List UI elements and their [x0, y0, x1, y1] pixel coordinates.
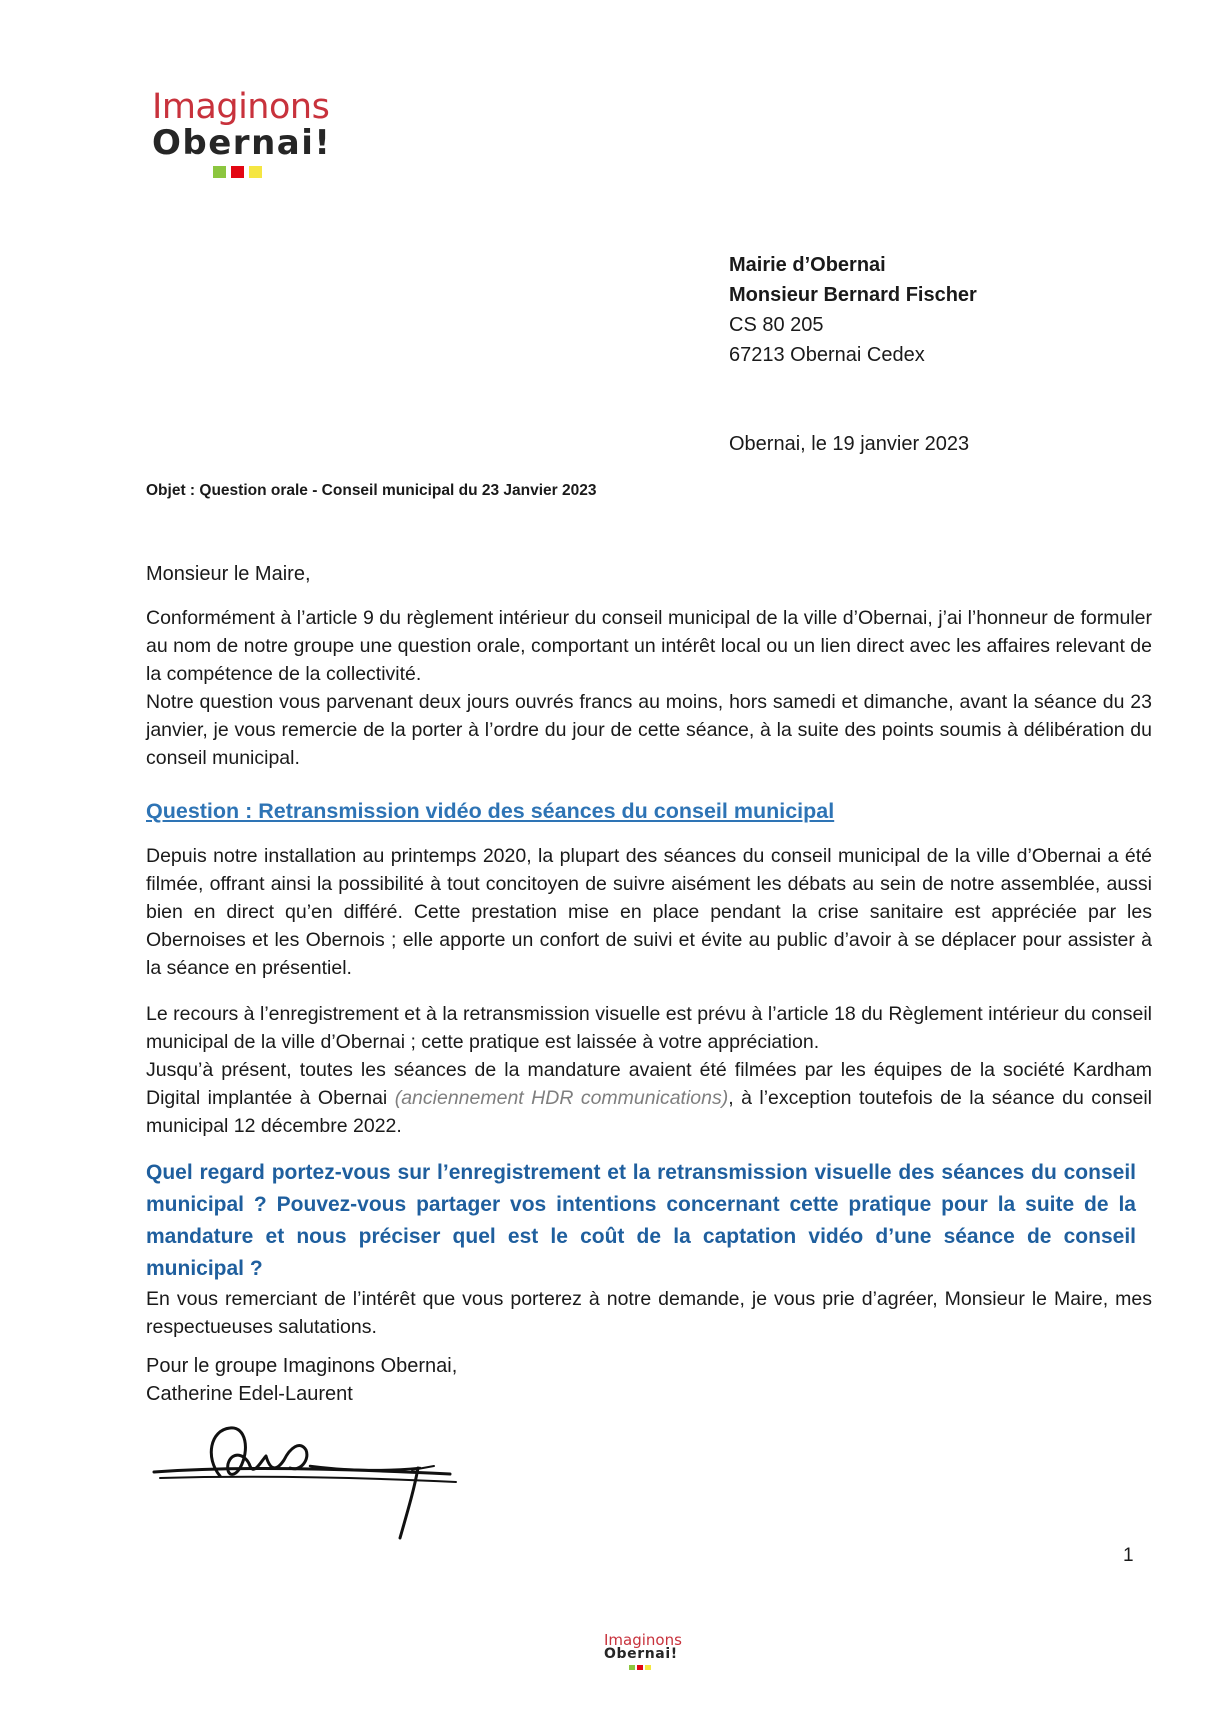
question-title: Question : Retransmission vidéo des séances du conseil municipal: [146, 799, 835, 823]
question-text: Quel regard portez-vous sur l’enregistrement et la retransmission visuelle des séances du conseil municipal ? Pouvez-vous partager vos intentions concernant cette pratique pour la suite de la mandature et nous préciser quel est le coût de la captation vidéo d’une séance de conseil municipal ?: [146, 1161, 1136, 1280]
history-text-italic: (anciennement HDR communications): [394, 1087, 729, 1109]
recipient-person: Monsieur Bernard Fischer: [729, 284, 977, 306]
recipient-name: Mairie d’Obernai: [729, 254, 886, 276]
signoff-name: Catherine Edel-Laurent: [146, 1383, 353, 1405]
footer-logo-line1: Imaginons: [604, 1631, 682, 1649]
logo: [150, 88, 340, 184]
page-number: 1: [1123, 1545, 1134, 1566]
paragraph-rule: Le recours à l’enregistrement et à la retransmission visuelle est prévu à l’article 18 du Règlement intérieur du conseil municipal de la ville d’Obernai ; cette pratique est laissée à votre appréciation.: [146, 1003, 1152, 1053]
footer-logo-line2: Obernai!: [604, 1646, 678, 1662]
logo-square-red: [231, 166, 244, 178]
logo-square-green: [213, 166, 226, 178]
history-text-b: , à l’exception toutefois de la séance du conseil municipal 12 décembre 2022.: [146, 1087, 1152, 1137]
paragraph-request: Notre question vous parvenant deux jours ouvrés francs au moins, hors samedi et dimanche, avant la séance du 23 janvier, je vous remercie de la porter à l’ordre du jour de cette séance, à la suite des points soumis à délibération du conseil municipal.: [146, 691, 1152, 769]
history-text-a: Jusqu’à présent, toutes les séances de la mandature avaient été filmées par les équipes de la société Kardham Digital implantée à Obernai: [146, 1059, 1152, 1109]
paragraph-closing: En vous remerciant de l’intérêt que vous porterez à notre demande, je vous prie d’agréer, Monsieur le Maire, mes respectueuses salutations.: [146, 1288, 1152, 1338]
footer-logo-square-yellow: [645, 1665, 651, 1670]
salutation: Monsieur le Maire,: [146, 563, 311, 585]
logo-line2: Obernai!: [152, 123, 332, 163]
footer-logo-square-green: [629, 1665, 635, 1670]
date-line: Obernai, le 19 janvier 2023: [729, 433, 970, 455]
paragraph-context: Depuis notre installation au printemps 2020, la plupart des séances du conseil municipal de la ville d’Obernai a été filmée, offrant ainsi la possibilité à tout concitoyen de suivre aisément les débats au sein de notre assemblée, aussi bien en direct qu’en différé. Cette prestation mise en place pendant la crise sanitaire est appréciée par les Obernoises et les Obernois ; elle apporte un confort de suivi et évite au public d’avoir à se déplacer pour assister à la séance en présentiel.: [146, 845, 1152, 979]
recipient-city: 67213 Obernai Cedex: [729, 344, 925, 366]
paragraph-intro: Conformément à l’article 9 du règlement intérieur du conseil municipal de la ville d’Obernai, j’ai l’honneur de formuler au nom de notre groupe une question orale, comportant un intérêt local ou un lien direct avec les affaires relevant de la compétence de la collectivité.: [146, 607, 1152, 685]
signoff-group: Pour le groupe Imaginons Obernai,: [146, 1355, 458, 1377]
logo-square-yellow: [249, 166, 262, 178]
logo-line1: Imaginons: [152, 87, 330, 127]
subject-line: Objet : Question orale - Conseil municipal du 23 Janvier 2023: [146, 482, 597, 499]
footer-logo-square-red: [637, 1665, 643, 1670]
footer-logo: [602, 1632, 684, 1678]
recipient-postbox: CS 80 205: [729, 314, 824, 336]
recipient-address: [729, 250, 977, 370]
paragraph-history: [146, 1056, 1152, 1140]
signature: [150, 1410, 470, 1540]
signoff: [146, 1352, 457, 1408]
